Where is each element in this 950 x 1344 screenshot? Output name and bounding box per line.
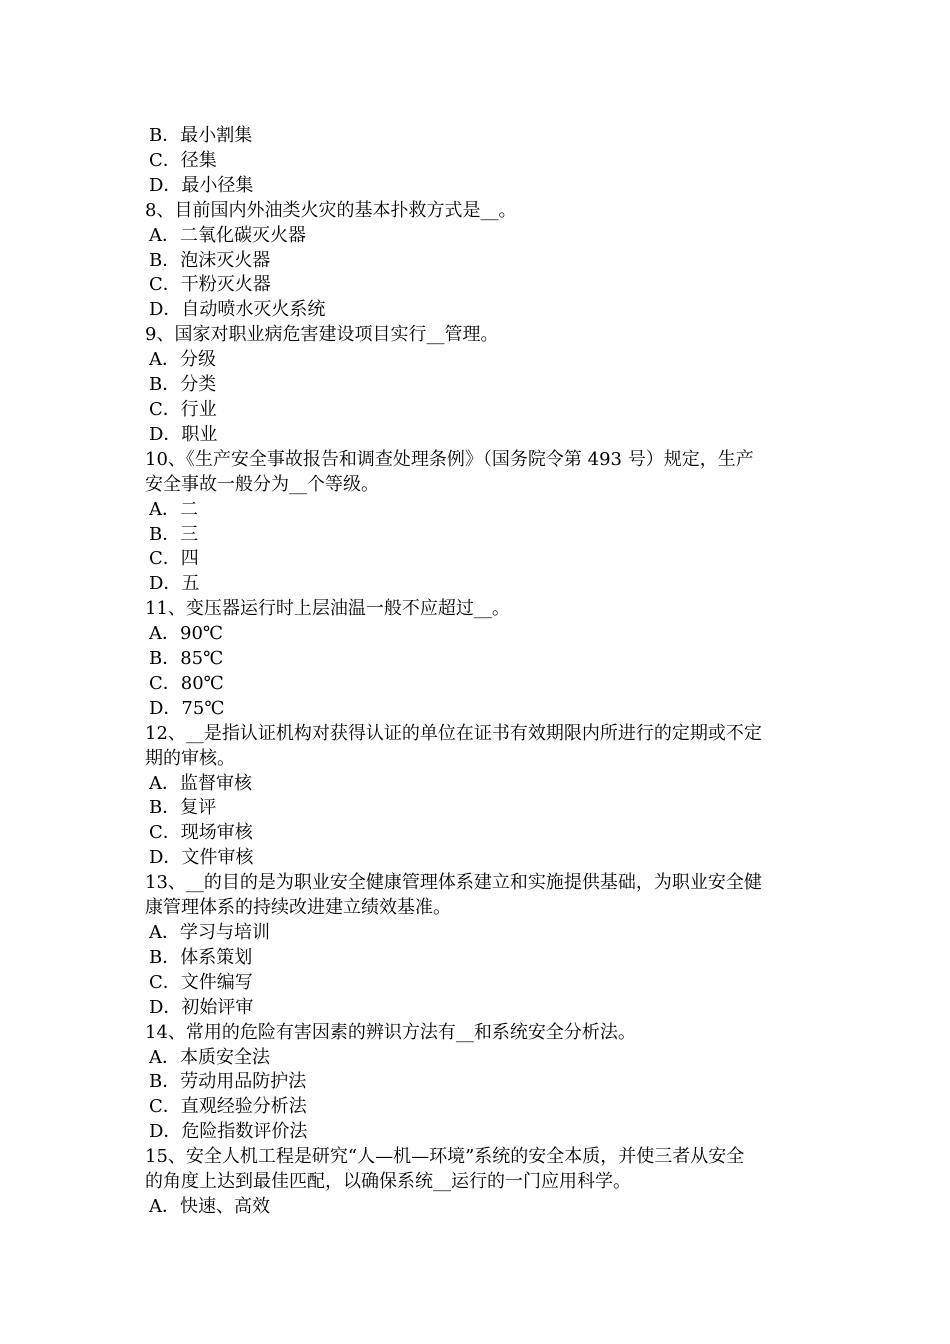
answer-option: C．四 (149, 548, 199, 570)
answer-option: B．85℃ (149, 648, 224, 670)
answer-option: C．文件编写 (149, 971, 253, 993)
answer-option: A．学习与培训 (149, 922, 270, 943)
answer-option: D．危险指数评价法 (149, 1121, 308, 1143)
answer-option: B．三 (149, 523, 199, 545)
answer-option: A．本质安全法 (149, 1046, 270, 1068)
answer-option: A．分级 (149, 349, 216, 371)
question-text: 11、变压器运行时上层油温一般不应超过__。 (145, 598, 510, 620)
answer-option: D．最小径集 (149, 174, 254, 196)
answer-option: A．快速、高效 (149, 1195, 270, 1217)
question-text: 康管理体系的持续改进建立绩效基准。 (145, 897, 451, 919)
answer-option: C．现场审核 (149, 822, 253, 844)
answer-option: C．80℃ (149, 672, 224, 694)
answer-option: D．初始评审 (149, 996, 254, 1018)
answer-option: B．复评 (149, 797, 217, 819)
question-text: 10、《生产安全事故报告和调查处理条例》（国务院令第 493 号）规定，生产 (145, 448, 754, 470)
answer-option: A．监督审核 (149, 772, 252, 794)
document-page (145, 124, 810, 1220)
answer-option: D．职业 (149, 423, 218, 445)
question-text: 安全事故一般分为__个等级。 (145, 473, 379, 495)
answer-option: C．干粉灭火器 (149, 274, 271, 296)
answer-option: C．直观经验分析法 (149, 1096, 307, 1118)
answer-option: B．分类 (149, 374, 217, 396)
answer-option: D．五 (149, 573, 200, 595)
answer-option: A．二 (149, 498, 198, 520)
question-text: 15、安全人机工程是研究“人—机—环境”系统的安全本质，并使三者从安全 (145, 1146, 745, 1168)
question-text: 9、国家对职业病危害建设项目实行__管理。 (145, 324, 499, 346)
answer-option: D．75℃ (149, 697, 225, 719)
answer-option: A．二氧化碳灭火器 (149, 224, 306, 246)
question-text: 13、__的目的是为职业安全健康管理体系建立和实施提供基础，为职业安全健 (145, 872, 762, 894)
question-text: 12、__是指认证机构对获得认证的单位在证书有效期限内所进行的定期或不定 (145, 722, 762, 744)
question-text: 的角度上达到最佳匹配，以确保系统__运行的一门应用科学。 (145, 1171, 631, 1193)
answer-option: C．径集 (149, 149, 217, 171)
answer-option: B．劳动用品防护法 (149, 1071, 307, 1093)
question-text: 期的审核。 (145, 747, 235, 769)
answer-option: A．90℃ (149, 623, 224, 645)
answer-option: D．文件审核 (149, 847, 254, 869)
answer-option: B．泡沫灭火器 (149, 249, 271, 271)
question-text: 14、常用的危险有害因素的辨识方法有__和系统安全分析法。 (145, 1021, 636, 1043)
answer-option: B．最小割集 (149, 125, 253, 146)
answer-option: B．体系策划 (149, 946, 253, 968)
answer-option: C．行业 (149, 398, 217, 420)
answer-option: D．自动喷水灭火系统 (149, 299, 326, 321)
question-text: 8、目前国内外油类火灾的基本扑救方式是__。 (145, 199, 517, 221)
